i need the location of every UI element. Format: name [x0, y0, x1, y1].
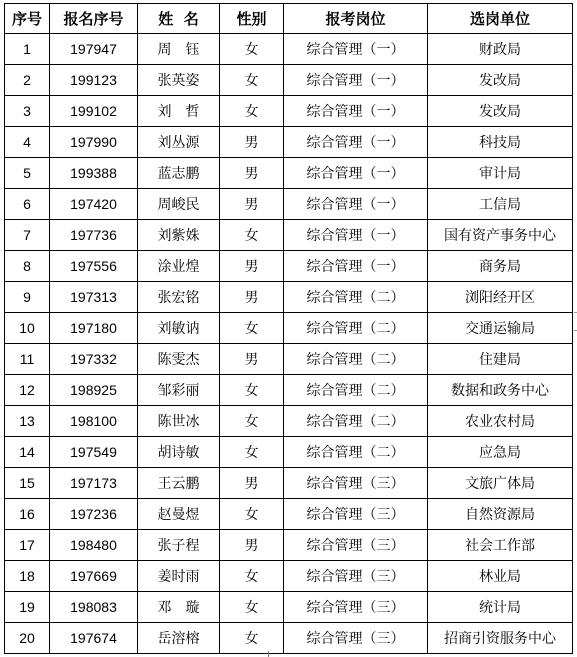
cell-sex: 男 [220, 251, 284, 282]
cell-name: 王云鹏 [138, 468, 220, 499]
table-row [5, 437, 573, 468]
table-row [5, 189, 573, 220]
cell-unit: 住建局 [428, 344, 573, 375]
header-reg-no: 报名序号 [50, 4, 138, 34]
cell-reg-no: 198480 [50, 530, 138, 561]
cell-unit: 商务局 [428, 251, 573, 282]
cell-sex: 女 [220, 65, 284, 96]
cell-unit: 交通运输局 [428, 313, 573, 344]
cell-reg-no: 197173 [50, 468, 138, 499]
cell-reg-no: 197180 [50, 313, 138, 344]
cell-name: 刘敏讷 [138, 313, 220, 344]
cell-unit: 自然资源局 [428, 499, 573, 530]
cell-name: 张子程 [138, 530, 220, 561]
page-edge-mark [268, 651, 269, 657]
cell-name: 邓 璇 [138, 592, 220, 623]
cell-post: 综合管理（一） [284, 127, 428, 158]
cell-reg-no: 197420 [50, 189, 138, 220]
table-row [5, 251, 573, 282]
cell-unit: 林业局 [428, 561, 573, 592]
cell-name: 岳溶榕 [138, 623, 220, 654]
cell-unit: 国有资产事务中心 [428, 220, 573, 251]
cell-name: 邹彩丽 [138, 375, 220, 406]
cell-seq: 12 [5, 375, 50, 406]
header-sex: 性别 [220, 4, 284, 34]
cell-unit: 农业农村局 [428, 406, 573, 437]
cell-name: 赵曼煜 [138, 499, 220, 530]
cell-seq: 6 [5, 189, 50, 220]
cell-sex: 女 [220, 499, 284, 530]
cell-post: 综合管理（二） [284, 375, 428, 406]
header-post: 报考岗位 [284, 4, 428, 34]
table-row [5, 561, 573, 592]
cell-sex: 女 [220, 220, 284, 251]
cell-seq: 7 [5, 220, 50, 251]
table-row [5, 158, 573, 189]
cell-seq: 4 [5, 127, 50, 158]
cell-seq: 11 [5, 344, 50, 375]
cell-post: 综合管理（三） [284, 561, 428, 592]
cell-reg-no: 199123 [50, 65, 138, 96]
cell-reg-no: 197674 [50, 623, 138, 654]
cell-unit: 工信局 [428, 189, 573, 220]
cell-post: 综合管理（一） [284, 220, 428, 251]
cell-post: 综合管理（一） [284, 65, 428, 96]
cell-unit: 文旅广体局 [428, 468, 573, 499]
cell-name: 周峻民 [138, 189, 220, 220]
cell-seq: 20 [5, 623, 50, 654]
cell-post: 综合管理（三） [284, 623, 428, 654]
table-header [5, 4, 573, 34]
cell-name: 蓝志鹏 [138, 158, 220, 189]
cell-post: 综合管理（二） [284, 282, 428, 313]
cell-post: 综合管理（三） [284, 468, 428, 499]
cell-sex: 男 [220, 282, 284, 313]
header-unit: 选岗单位 [428, 4, 573, 34]
cell-reg-no: 197736 [50, 220, 138, 251]
cell-unit: 浏阳经开区 [428, 282, 573, 313]
cell-seq: 9 [5, 282, 50, 313]
cell-sex: 女 [220, 592, 284, 623]
cell-name: 周 钰 [138, 34, 220, 65]
cell-post: 综合管理（三） [284, 592, 428, 623]
cell-reg-no: 197332 [50, 344, 138, 375]
cell-post: 综合管理（三） [284, 530, 428, 561]
cell-name: 刘 哲 [138, 96, 220, 127]
cell-seq: 2 [5, 65, 50, 96]
cell-unit: 数据和政务中心 [428, 375, 573, 406]
cell-post: 综合管理（二） [284, 344, 428, 375]
cell-reg-no: 197556 [50, 251, 138, 282]
cell-sex: 女 [220, 313, 284, 344]
cell-name: 胡诗敏 [138, 437, 220, 468]
cell-unit: 发改局 [428, 65, 573, 96]
cell-name: 刘紫姝 [138, 220, 220, 251]
cell-unit: 审计局 [428, 158, 573, 189]
cell-seq: 17 [5, 530, 50, 561]
table-row [5, 592, 573, 623]
header-name: 姓 名 [138, 4, 220, 34]
cell-reg-no: 198083 [50, 592, 138, 623]
table-row [5, 530, 573, 561]
cell-seq: 1 [5, 34, 50, 65]
cell-seq: 8 [5, 251, 50, 282]
cell-unit: 发改局 [428, 96, 573, 127]
table-row [5, 499, 573, 530]
cell-reg-no: 199102 [50, 96, 138, 127]
cell-name: 张英姿 [138, 65, 220, 96]
cell-reg-no: 197947 [50, 34, 138, 65]
table-row [5, 313, 573, 344]
cell-reg-no: 197236 [50, 499, 138, 530]
cell-unit: 社会工作部 [428, 530, 573, 561]
cell-reg-no: 197990 [50, 127, 138, 158]
cell-sex: 男 [220, 530, 284, 561]
cell-post: 综合管理（二） [284, 313, 428, 344]
cell-reg-no: 197549 [50, 437, 138, 468]
table-row [5, 623, 573, 654]
cell-name: 涂业煌 [138, 251, 220, 282]
cell-name: 张宏铭 [138, 282, 220, 313]
table-row [5, 96, 573, 127]
table-row [5, 344, 573, 375]
cell-seq: 5 [5, 158, 50, 189]
cell-seq: 18 [5, 561, 50, 592]
cell-seq: 14 [5, 437, 50, 468]
cell-reg-no: 199388 [50, 158, 138, 189]
cell-sex: 女 [220, 561, 284, 592]
table-row [5, 282, 573, 313]
cell-sex: 男 [220, 127, 284, 158]
cell-unit: 招商引资服务中心 [428, 623, 573, 654]
table-row [5, 468, 573, 499]
cell-post: 综合管理（一） [284, 158, 428, 189]
cell-name: 刘丛源 [138, 127, 220, 158]
cell-sex: 男 [220, 189, 284, 220]
table-row [5, 34, 573, 65]
cell-reg-no: 198100 [50, 406, 138, 437]
cell-sex: 女 [220, 623, 284, 654]
cell-sex: 女 [220, 437, 284, 468]
cell-post: 综合管理（三） [284, 499, 428, 530]
cell-seq: 3 [5, 96, 50, 127]
header-row [5, 4, 573, 34]
cell-seq: 15 [5, 468, 50, 499]
cell-seq: 13 [5, 406, 50, 437]
header-seq: 序号 [5, 4, 50, 34]
cell-sex: 女 [220, 96, 284, 127]
table-body [5, 34, 573, 654]
cell-post: 综合管理（二） [284, 437, 428, 468]
table-row [5, 406, 573, 437]
cell-sex: 女 [220, 375, 284, 406]
cell-seq: 10 [5, 313, 50, 344]
cell-name: 姜时雨 [138, 561, 220, 592]
cell-seq: 19 [5, 592, 50, 623]
cell-post: 综合管理（二） [284, 406, 428, 437]
cell-post: 综合管理（一） [284, 96, 428, 127]
cell-name: 陈雯杰 [138, 344, 220, 375]
table-row [5, 220, 573, 251]
cell-unit: 科技局 [428, 127, 573, 158]
cell-post: 综合管理（一） [284, 251, 428, 282]
cell-reg-no: 197313 [50, 282, 138, 313]
cell-unit: 统计局 [428, 592, 573, 623]
cell-post: 综合管理（一） [284, 34, 428, 65]
cell-unit: 应急局 [428, 437, 573, 468]
cell-sex: 男 [220, 158, 284, 189]
cell-post: 综合管理（一） [284, 189, 428, 220]
cell-seq: 16 [5, 499, 50, 530]
cell-unit: 财政局 [428, 34, 573, 65]
cell-reg-no: 198925 [50, 375, 138, 406]
cell-name: 陈世冰 [138, 406, 220, 437]
cell-reg-no: 197669 [50, 561, 138, 592]
table-row [5, 65, 573, 96]
cell-sex: 男 [220, 468, 284, 499]
cell-sex: 女 [220, 406, 284, 437]
candidate-table [4, 3, 573, 654]
cell-sex: 男 [220, 344, 284, 375]
table-row [5, 375, 573, 406]
table-row [5, 127, 573, 158]
cell-sex: 女 [220, 34, 284, 65]
